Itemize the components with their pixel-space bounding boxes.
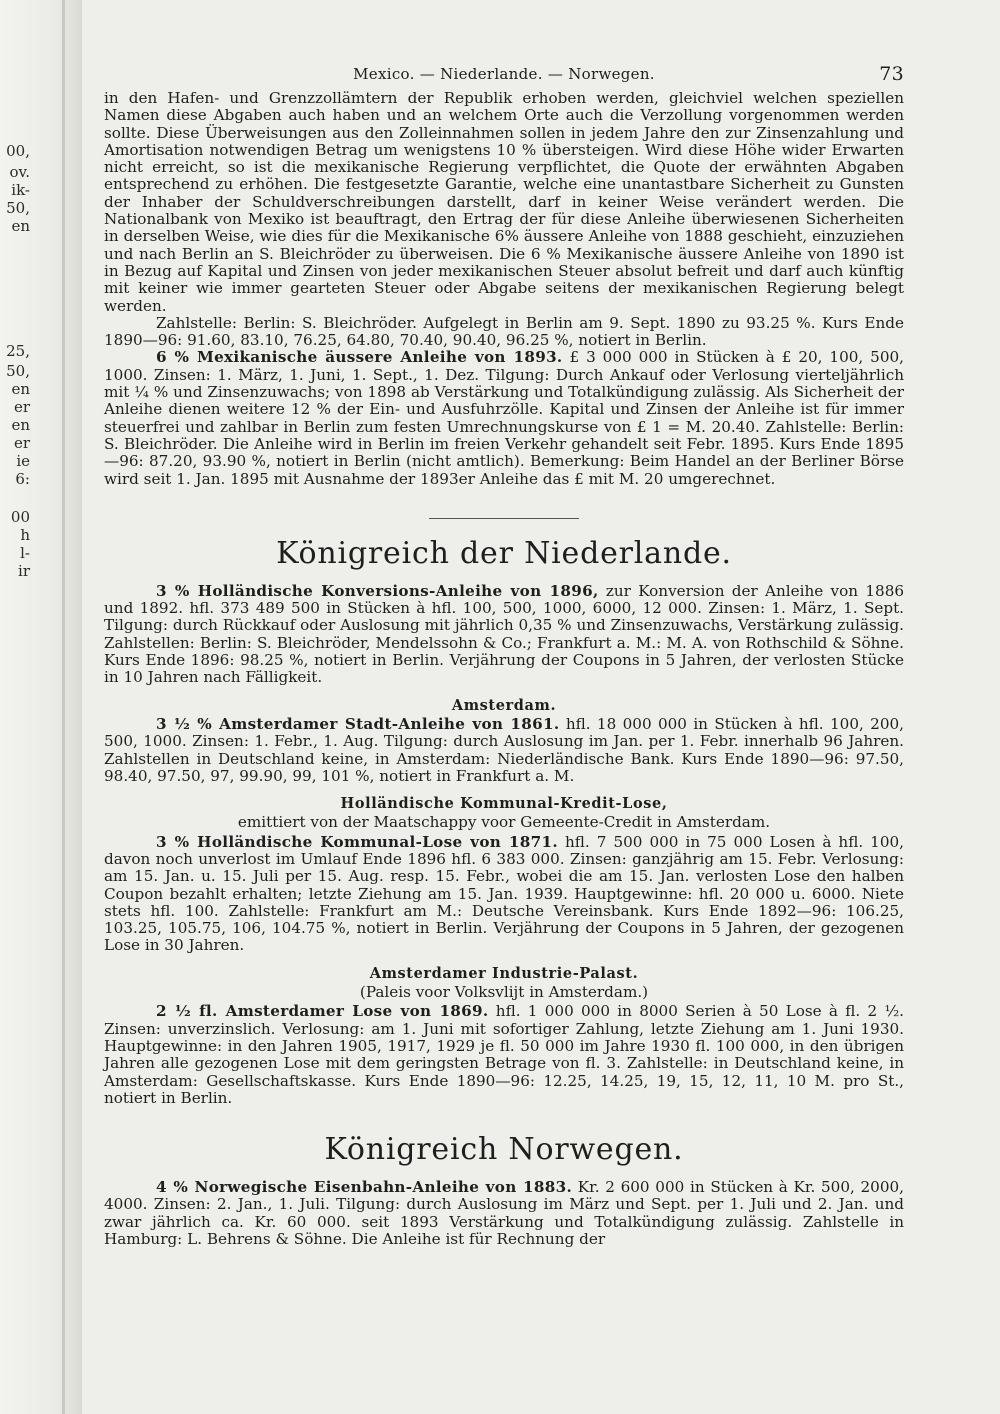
margin-fragment: h (20, 526, 30, 544)
margin-fragment: ir (18, 562, 30, 580)
margin-fragment: 25, (6, 342, 30, 360)
section-divider (429, 518, 579, 519)
mexico-1893-loan-entry (104, 349, 904, 487)
margin-fragment: l- (20, 544, 30, 562)
loan-body: zur Konversion der Anleihe von 1886 und 1892. hfl. 373 489 500 in Stücken à hfl. 100, 500, 1000, 6000, 12 000. Zinsen: 1. März, 1. Sept. Tilgung: durch Rückkauf oder Auslosung mit jährlich 0,35 % und Zinsenzuwachs, Verstärkung zulässig. Zahlstellen: Berlin: S. Bleichröder, Mendelssohn & Co.; Frankfurt a. M.: M. A. von Rothschild & Söhne. Kurs Ende 1896: 98.25 %, notiert in Berlin. Verjährung der Coupons in 5 Jahren, der verlosten Stücke in 10 Jahren nach Fälligkeit. (104, 581, 905, 687)
amsterdam-city-loan-entry (104, 716, 904, 785)
margin-fragment: en (11, 380, 30, 398)
margin-fragment: ie (16, 452, 30, 470)
mexico-guarantee-paragraph: in den Hafen- und Grenzzollämtern der Republik erhoben werden, gleichviel welchen speziellen Namen diese Abgaben auch haben und an welchem Orte auch die Verzollung vorgenommen werden sollte. Diese Überweisungen aus den Zolleinnahmen sollen in jedem Jahre den zur Zinsenzahlung und Amortisation notwendigen Betrag um wenigstens 10 % übersteigen. Wird diese Höhe wider Erwarten nicht erreicht, so ist die mexikanische Regierung verpflichtet, die Quote der erwähnten Abgaben entsprechend zu erhöhen. Die festgesetzte Garantie, welche eine unantastbare Sicherheit zu Gunsten der Inhaber der Schuldverschreibungen darstellt, darf in keiner Weise verändert werden. Die Nationalbank von Mexiko ist beauftragt, den Ertrag der für diese Anleihe überwiesenen Sicherheiten in derselben Weise, wie dies für die Mexikanische 6% äussere Anleihe von 1888 geschieht, einzuziehen und nach Berlin an S. Bleichröder zu überweisen. Die 6 % Mexikanische äussere Anleihe von 1890 ist in Bezug auf Kapital und Zinsen von jeder mexikanischen Steuer absolut befreit und darf auch künftig mit keiner wie immer gearteten Steuer oder Abgabe seitens der mexikanischen Regierung belegt werden. (104, 89, 904, 315)
margin-fragment: 00, (6, 142, 30, 160)
kommunal-kredit-heading: Holländische Kommunal-Kredit-Lose, (340, 795, 668, 813)
loan-title: 6 % Mexikanische äussere Anleihe von 1893. (156, 348, 563, 367)
margin-fragment: en (11, 217, 30, 235)
loan-body: hfl. 18 000 000 in Stücken à hfl. 100, 200, 500, 1000. Zinsen: 1. Febr., 1. Aug. Tilgung: durch Auslosung im Jan. per 1. Febr. innerhalb 96 Jahren. Zahlstellen in Deutschland keine, in Amsterdam: Niederländische Bank. Kurs Ende 1890—96: 97.50, 98.40, 97.50, 97, 99.90, 99, 101 %, notiert in Frankfurt a. M. (104, 714, 904, 785)
netherlands-conversion-loan-entry (104, 583, 904, 687)
loan-title: 4 % Norwegische Eisenbahn-Anleihe von 1883. (156, 1178, 573, 1197)
loan-body: hfl. 1 000 000 in 8000 Serien à 50 Lose à fl. 2 ½. Zinsen: unverzinslich. Verlosung: am 1. Juni mit sofortiger Zahlung, letzte Ziehung am 1. Juni 1930. Hauptgewinne: in den Jahren 1905, 1917, 1929 je fl. 50 000 im Jahre 1930 fl. 100 000, in den übrigen Jahren alle gezogenen Lose mit dem geringsten Betrage von fl. 3. Zahlstelle: in Deutschland keine, in Amsterdam: Gesellschaftskasse. Kurs Ende 1890—96: 12.25, 14.25, 19, 15, 12, 11, 10 M. pro St., notiert in Berlin. (104, 1002, 904, 1107)
mexico-section (104, 90, 904, 488)
amsterdam-heading: Amsterdam. (451, 696, 557, 714)
kommunal-lose-entry (104, 834, 904, 955)
book-page (104, 58, 904, 1248)
previous-page-edge (0, 0, 82, 1414)
norway-heading: Königreich Norwegen. (324, 1132, 684, 1168)
loan-title: 2 ½ fl. Amsterdamer Lose von 1869. (156, 1002, 489, 1021)
kommunal-kredit-note: emittiert von der Maatschappy voor Gemeente-Credit in Amsterdam. (237, 813, 771, 832)
netherlands-heading: Königreich der Niederlande. (276, 535, 732, 571)
margin-fragment: er (13, 398, 30, 416)
norway-section (104, 1133, 904, 1248)
margin-fragment: er (13, 434, 30, 452)
industrie-palast-note: (Paleis voor Volksvlijt in Amsterdam.) (359, 983, 649, 1002)
margin-fragment: en (11, 416, 30, 434)
margin-fragment: ik- (11, 181, 30, 199)
margin-fragment: 50, (6, 199, 30, 217)
margin-fragment: 50, (6, 362, 30, 380)
netherlands-section (104, 537, 904, 1107)
industrie-palast-heading: Amsterdamer Industrie-Palast. (369, 964, 639, 982)
margin-fragment: ov. (9, 163, 30, 181)
norway-railway-loan-entry (104, 1179, 904, 1248)
page-number: 73 (879, 63, 904, 85)
loan-body: hfl. 7 500 000 in 75 000 Losen à hfl. 100, davon noch unverlost im Umlauf Ende 1896 hfl. 6 383 000. Zinsen: ganzjährig am 15. Febr. Verlosung: am 15. Jan. u. 15. Juli per 15. Aug. resp. 15. Febr., wobei die am 15. Jan. verlosten Lose den halben Coupon bezahlt erhalten; letzte Ziehung am 15. Jan. 1939. Hauptgewinne: hfl. 20 000 u. 6000. Niete stets hfl. 100. Zahlstelle: Frankfurt am M.: Deutsche Vereinsbank. Kurs Ende 1892—96: 106.25, 103.25, 105.75, 106, 104.75 %, notiert in Berlin. Verjährung der Coupons in 5 Jahren, der gezogenen Lose in 30 Jahren. (104, 832, 904, 955)
margin-fragment: 00 (10, 508, 30, 526)
loan-body: £ 3 000 000 in Stücken à £ 20, 100, 500, 1000. Zinsen: 1. März, 1. Juni, 1. Sept., 1. Dez. Tilgung: Durch Ankauf oder Verlosung vierteljährlich mit ¼ % und Zinsenzuwachs; von 1898 ab Verstärkung und Totalkündigung zulässig. Als Sicherheit der Anleihe dienen weitere 12 % der Ein- und Ausfuhrzölle. Kapital und Zinsen der Anleihe ist für immer steuerfrei und zahlbar in Berlin zum festen Umrechnungskurse von £ 1 = M. 20.40. Zahlstelle: Berlin: S. Bleichröder. Die Anleihe wird in Berlin im freien Verkehr gehandelt seit Febr. 1895. Kurs Ende 1895—96: 87.20, 93.90 %, notiert in Berlin (nicht amtlich). Bemerkung: Beim Handel an der Berliner Börse wird seit 1. Jan. 1895 mit Ausnahme der 1893er Anleihe das £ mit M. 20 umgerechnet. (104, 348, 904, 488)
loan-title: 3 % Holländische Konversions-Anleihe von 1896, (156, 581, 599, 600)
loan-title: 3 ½ % Amsterdamer Stadt-Anleihe von 1861. (156, 714, 560, 733)
running-header (104, 58, 904, 90)
amsterdam-lose-entry (104, 1003, 904, 1107)
loan-title: 3 % Holländische Kommunal-Lose von 1871. (156, 832, 558, 851)
binding-shadow (62, 0, 65, 1414)
running-header-title: Mexico. — Niederlande. — Norwegen. (353, 65, 655, 83)
mexico-1890-payment-paragraph: Zahlstelle: Berlin: S. Bleichröder. Aufgelegt in Berlin am 9. Sept. 1890 zu 93.25 %. Kurs Ende 1890—96: 91.60, 83.10, 76.25, 64.80, 70.40, 90.40, 96.25 %, notiert in Berlin. (104, 313, 904, 350)
margin-fragment: 6: (15, 470, 30, 488)
loan-body: Kr. 2 600 000 in Stücken à Kr. 500, 2000, 4000. Zinsen: 2. Jan., 1. Juli. Tilgung: durch Auslosung im März und Sept. per 1. Juli und 2. Jan. und zwar jährlich ca. Kr. 60 000. seit 1893 Verstärkung und Totalkündigung zulässig. Zahlstelle in Hamburg: L. Behrens & Söhne. Die Anleihe ist für Rechnung der (104, 1178, 904, 1249)
